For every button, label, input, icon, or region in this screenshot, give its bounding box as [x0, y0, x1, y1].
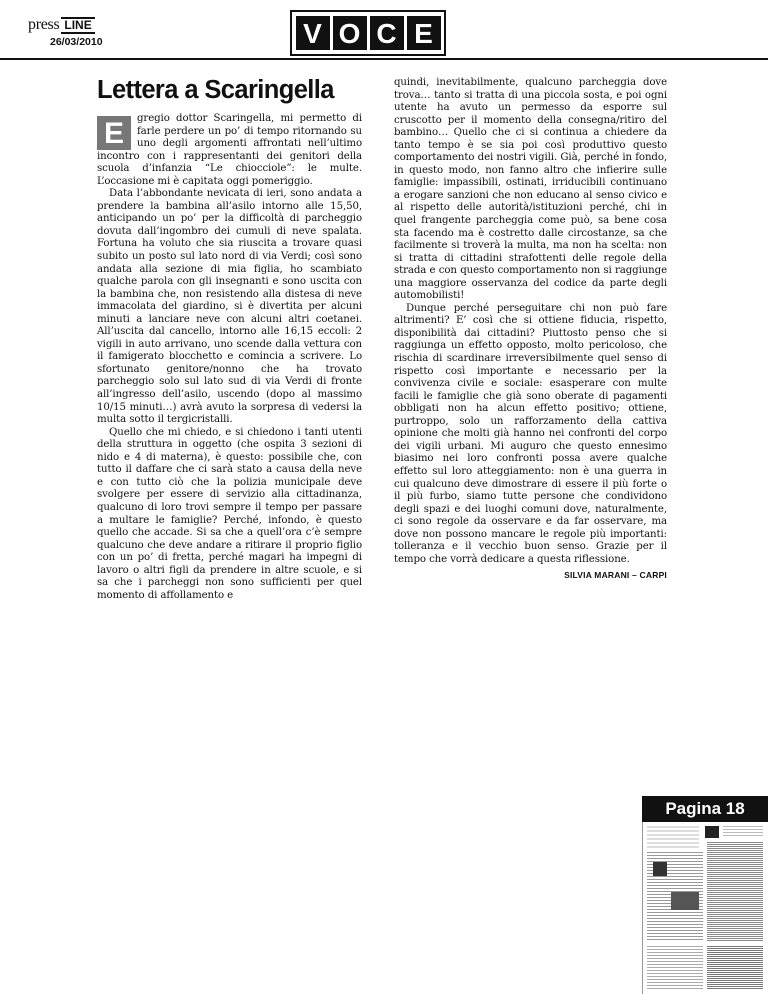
article-signature: SILVIA MARANI – CARPI [564, 570, 667, 581]
masthead-letter: E [407, 16, 441, 50]
brand-line-text: LINE [61, 17, 94, 34]
article-paragraph: Quello che mi chiedo, e si chiedono i tanti utenti della struttura in oggetto (che ospita 3 sezioni di nido e 4 di materna), è questo: possibile che, con tutto il daffare che ci sarà stato a causa della neve e con tutto ciò che la polizia municipale deve svolgere per essere di servizio alla cittadinanza, qualcuno di loro trovi sempre il tempo per passare a multare le famiglie? Perché, infondo, è questo quello che accade. Si sa che a quell’ora c’è sempre qualcuno che deve andare a ritirare il proprio figlio con un po’ di fretta, perché magari ha impegni di lavoro o altri figli da prendere in altre scuole, e si sa che i parcheggi non sono sufficienti per quel momento di affollamento e [97, 426, 362, 601]
thumb-block [707, 842, 763, 942]
article-column-right [394, 77, 667, 582]
pressline-logo [28, 14, 95, 34]
masthead-letter: O [333, 16, 367, 50]
article-paragraph: Data l’abbondante nevicata di ieri, sono andata a prendere la bambina all’asilo intorno alle 15,50, anticipando un po’ per la difficoltà di parcheggio dovuta dall’ingombro dei cumuli di neve spalata. Fortuna ha voluto che sia riuscita a trovare quasi subito un posto sul lato nord di via Verdi; così sono andata alla sezione di mia figlia, ho scambiato qualche parola con gli insegnanti e sono uscita con la bambina che, non resistendo alla distesa di neve immacolata del giardino, si è divertita per alcuni minuti a lanciare neve con alcuni altri coetanei. All’uscita dal cancello, intorno alle 16,15 eccoli: 2 vigili in auto arrivano, uno scende dalla vettura con il famigerato blocchetto e comincia a scrivere. Lo sfortunato genitore/nonno che ha trovato parcheggio solo sul lato sud di via Verdi di fronte all’ingresso dell’asilo, uscendo (dopo al massimo 10/15 minuti…) avrà avuto la sorpresa di vedersi la multa sotto il tergicristalli. [97, 188, 362, 426]
voce-masthead-logo [290, 10, 446, 56]
thumb-block [647, 826, 699, 848]
thumb-block [705, 826, 719, 838]
page-number-label: Pagina 18 [642, 796, 768, 822]
article-column-left [97, 113, 362, 602]
page-thumbnail [642, 822, 768, 994]
brand-press-text: press [28, 16, 60, 33]
article-paragraph: quindi, inevitabilmente, qualcuno parcheggia dove trova… tanto si tratta di una piccola sosta, e poi ogni utente ha avuto un permesso da esporre sul cruscotto per il momento della consegna/ritiro del bambino… Quello che ci si continua a chiedere da tanto tempo è se sia poi così produttivo questo comportamento dei nostri vigili. Già, perché in fondo, in questo modo, non fanno altro che infierire sulle famiglie: impassibili, ostinati, irriducibili continuano a erogare sanzioni che non educano al senso civico e al rispetto delle autorità/istituzioni perché, chi in quel frangente parcheggia come può, sa bene cosa sta facendo ma è costretto dalle circostanze, sa che facilmente si troverà la multa, ma non ha scelta: non si tratta di cittadini strafottenti delle regole della strada e con questo comportamento non si raggiunge una maggiore osservanza del codice da parte degli automobilisti! [394, 77, 667, 302]
publication-date: 26/03/2010 [50, 36, 103, 48]
masthead-letter: V [296, 16, 330, 50]
thumb-block [671, 892, 699, 910]
article-title: Lettera a Scaringella [97, 76, 334, 104]
paragraph-text: gregio dottor Scaringella, mi permetto di farle perdere un po’ di tempo ritornando su uno degli argomenti affrontati nell’ultimo incontro con i rappresentanti dei genitori della scuola d’infanzia “Le chiocciole”: le multe. L’occasione mi è capitata oggi pomeriggio. [97, 113, 362, 187]
drop-cap: E [97, 116, 131, 150]
thumb-block [707, 946, 763, 990]
article-paragraph: Dunque perché perseguitare chi non può fare altrimenti? E’ così che si ottiene fiducia, rispetto, disponibilità dai cittadini? Piuttosto penso che si raggiunga un effetto opposto, molto pericoloso, che rischia di scardinare irreversibilmente quel senso di rispetto così importante e necessario per la convivenza civile e sociale: esasperare con multe facili le famiglie che già sono oberate di pagamenti obbligati non ha alcun effetto positivo; ottiene, purtroppo, solo un rafforzamento della cattiva opinione che molti già hanno nei confronti del corpo dei vigili urbani. Mi auguro che questo ennesimo biasimo nei loro confronti possa avere qualche effetto sul loro atteggiamento: non è una guerra in cui qualcuno deve dimostrare di essere il più forte o il più furbo, siamo tutte persone che condividono degli spazi e dei luoghi comuni dove, naturalmente, ci sono regole da osservare e da far osservare, ma dove non possono mancare le regole più importanti: tolleranza e il vecchio buon senso. Grazie per il tempo che vorrà dedicare a questa riflessione. [394, 302, 667, 565]
header-rule [0, 58, 768, 60]
thumb-block [647, 946, 703, 990]
masthead-letter: C [370, 16, 404, 50]
article-paragraph [97, 113, 362, 188]
thumb-block [653, 862, 667, 876]
thumb-block [723, 826, 763, 838]
